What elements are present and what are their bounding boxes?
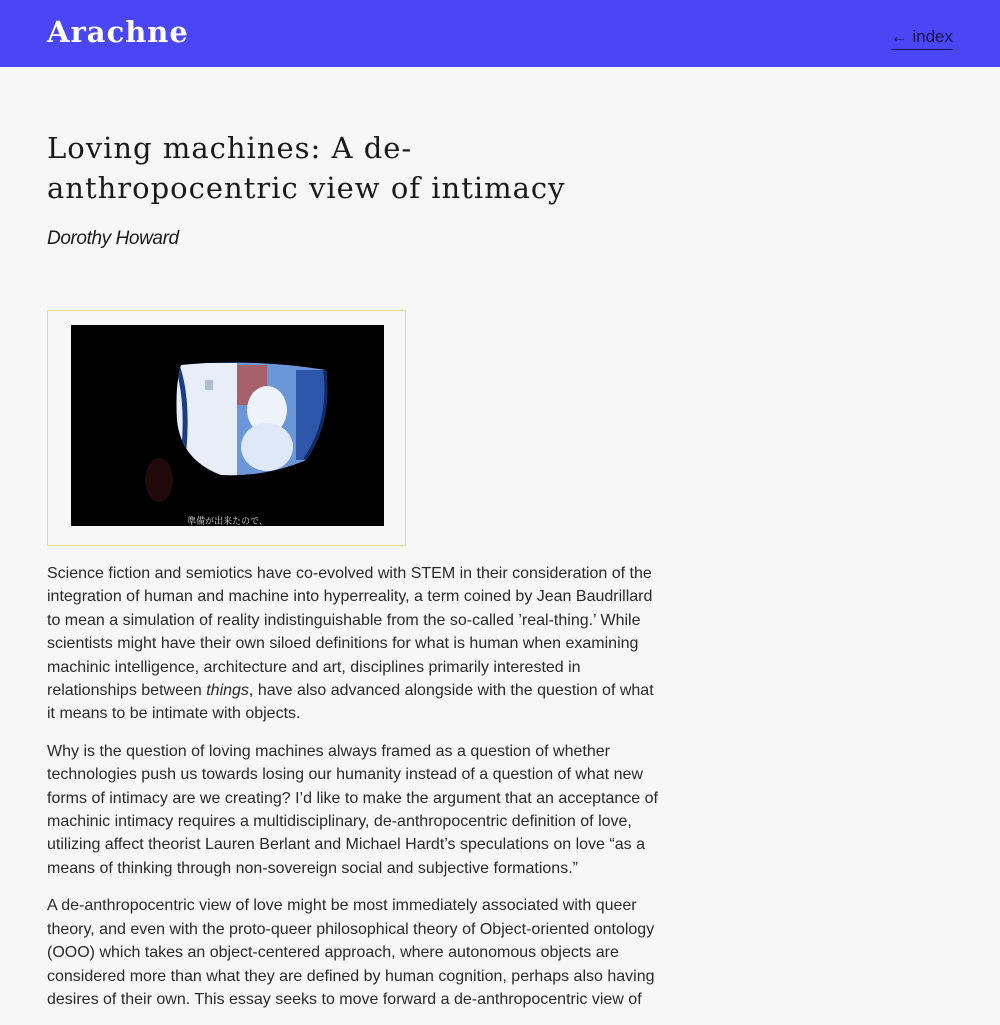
paragraph-1-text: Science fiction and semiotics have co-evolved with STEM in their consideration of the integration of human and machine into hyperreality, a term coined by Jean Baudrillard to mean a simulation of reality indistinguishable from the so-called ’real-thing.’ While scientists might have their own siloed definitions for what is human when examining machinic intelligence, architecture and art, disciplines primarily interested in relationships between: [47, 565, 653, 700]
article-title: Loving machines: A de-anthropocentric view of intimacy: [47, 131, 566, 205]
video-subtitle: 準備が出来たので、: [187, 517, 268, 526]
article-header: [47, 128, 662, 251]
paragraph-2: Why is the question of loving machines always framed as a question of whether technologies push us towards losing our humanity instead of a question of what new forms of intimacy are we creating? I’d like to make the argument that an acceptance of machinic intimacy requires a multidisciplinary, de-anthropocentric definition of love, utilizing affect theorist Lauren Berlant and Michael Hardt’s speculations on love “as a means of thinking through non-sovereign social and subjective formations.”: [47, 742, 658, 877]
site-header: [0, 0, 1000, 67]
paragraph-1-emphasis: things: [206, 682, 249, 700]
paragraph-1-text-end: , have also advanced alongside with the question of what it means to be intimate with objects.: [47, 682, 654, 723]
video-still[interactable]: [71, 325, 384, 526]
paragraph-3: A de-anthropocentric view of love might be most immediately associated with queer theory, and even with the proto-queer philosophical theory of Object-oriented ontology (OOO) which takes an object-centered approach, where autonomous objects are considered more than what they are defined by human cognition, perhaps also having desires of their own. This essay seeks to move forward a de-anthropocentric view of: [47, 897, 655, 1008]
back-to-index-link[interactable]: ← index: [891, 26, 953, 50]
site-logo[interactable]: Arachne: [47, 15, 189, 49]
article-figure: [47, 310, 406, 546]
article-author: Dorothy Howard: [47, 228, 179, 249]
article-body: [47, 562, 662, 1025]
video-still-image: [71, 325, 384, 526]
paragraph-1: [47, 562, 662, 726]
